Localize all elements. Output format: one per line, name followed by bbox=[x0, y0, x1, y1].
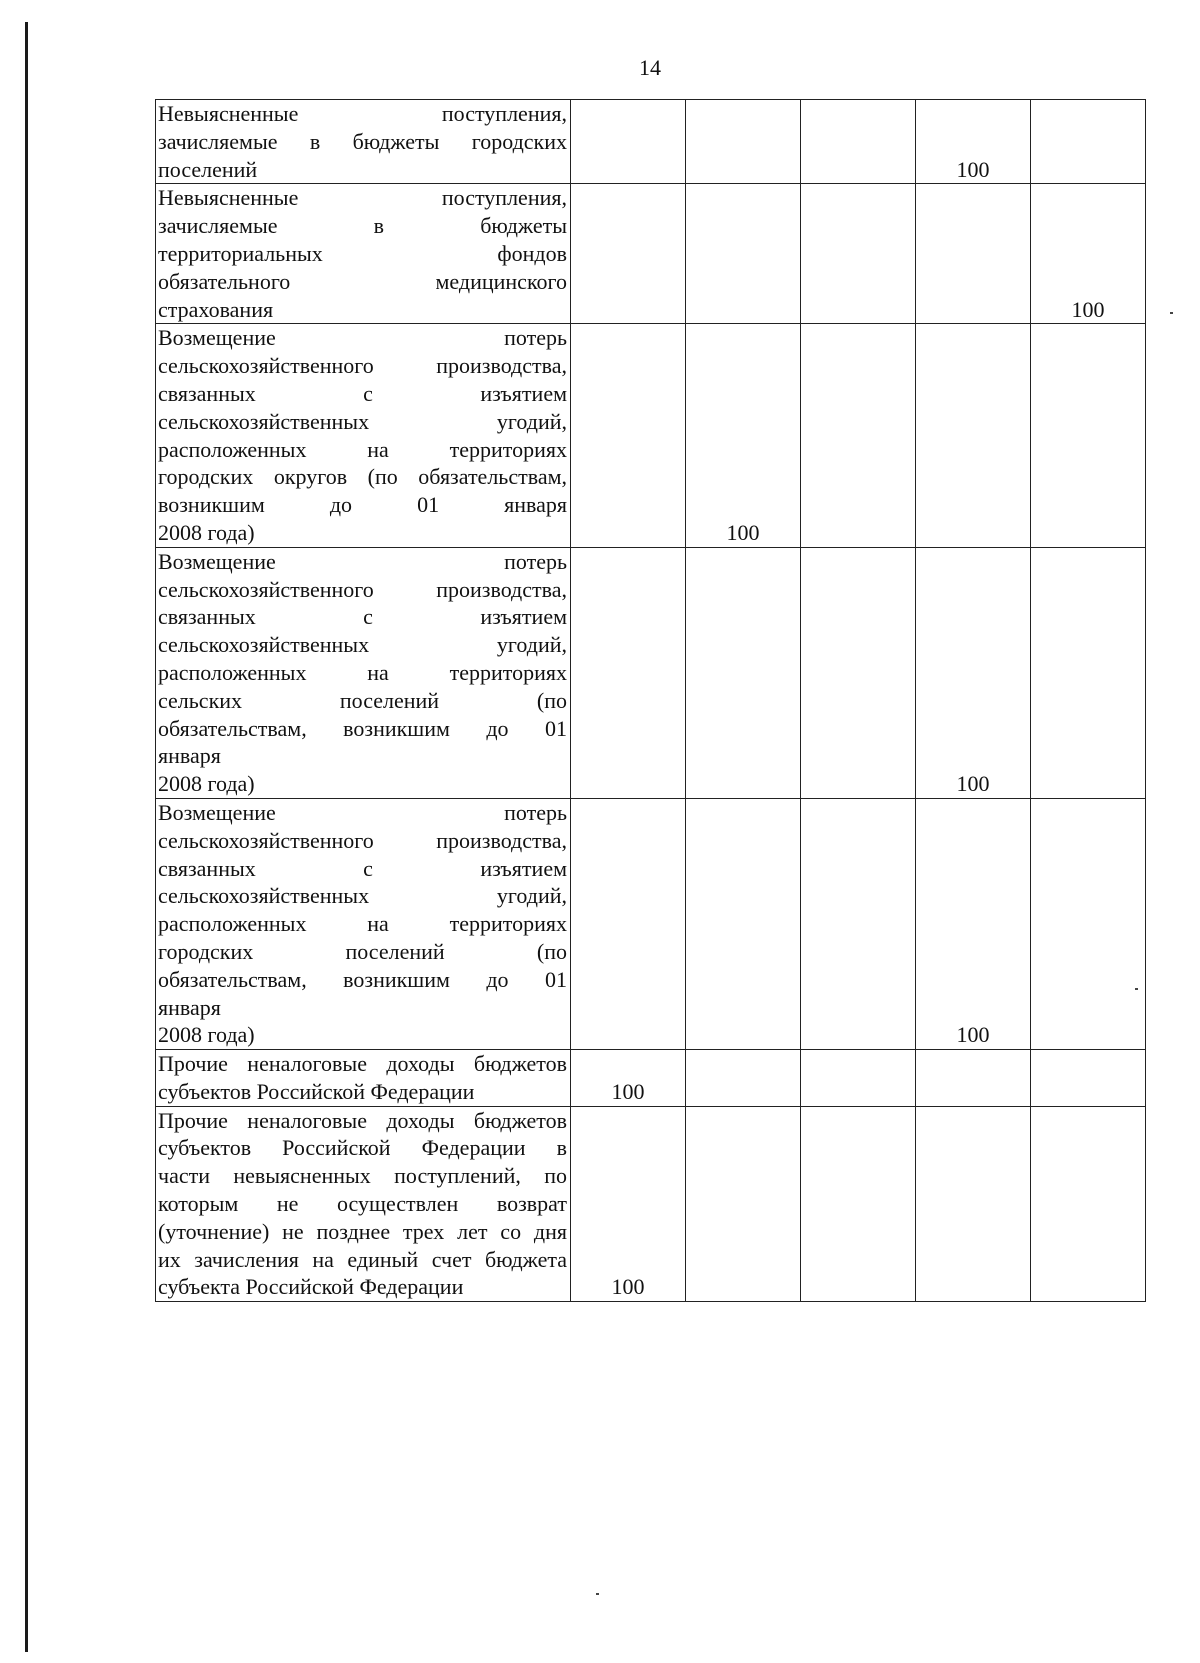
share-cell bbox=[686, 547, 801, 798]
table-row bbox=[156, 1050, 1146, 1107]
share-cell bbox=[686, 1050, 801, 1107]
description-line: городских поселений (по bbox=[158, 938, 567, 964]
description-line: зачисляемые в бюджеты городских bbox=[158, 128, 567, 154]
description-line: их зачисления на единый счет бюджета bbox=[158, 1246, 567, 1272]
share-cell: 100 bbox=[686, 324, 801, 547]
share-cell bbox=[1031, 798, 1146, 1049]
description-line: обязательного медицинского bbox=[158, 268, 567, 294]
description-line: сельскохозяйственного производства, bbox=[158, 827, 567, 853]
share-cell bbox=[801, 547, 916, 798]
share-cell: 100 bbox=[916, 100, 1031, 184]
description-line: городских округов (по обязательствам, bbox=[158, 464, 567, 490]
share-cell bbox=[801, 798, 916, 1049]
share-cell: 100 bbox=[916, 798, 1031, 1049]
share-cell bbox=[686, 798, 801, 1049]
description-line: 2008 года) bbox=[158, 519, 255, 545]
table-row bbox=[156, 100, 1146, 184]
share-cell bbox=[571, 184, 686, 324]
description-line: которым не осуществлен возврат bbox=[158, 1191, 567, 1217]
description-line: страхования bbox=[158, 296, 274, 322]
description-line: 2008 года) bbox=[158, 1022, 255, 1048]
description-line: части невыясненных поступлений, по bbox=[158, 1163, 567, 1189]
share-cell bbox=[916, 184, 1031, 324]
table-body bbox=[156, 100, 1146, 1302]
description-line: субъекта Российской Федерации bbox=[158, 1274, 464, 1300]
revenue-description bbox=[156, 184, 571, 324]
description-line: расположенных на территориях bbox=[158, 659, 567, 685]
description-line: сельских поселений (по bbox=[158, 687, 567, 713]
share-cell bbox=[801, 100, 916, 184]
scan-binding-edge bbox=[25, 22, 28, 1652]
share-cell bbox=[1031, 1106, 1146, 1302]
description-line: обязательствам, возникшим до 01 bbox=[158, 966, 567, 992]
share-cell bbox=[686, 1106, 801, 1302]
share-cell bbox=[571, 324, 686, 547]
description-line: расположенных на территориях bbox=[158, 436, 567, 462]
share-cell bbox=[571, 547, 686, 798]
description-line: субъектов Российской Федерации bbox=[158, 1078, 475, 1104]
description-line: связанных с изъятием bbox=[158, 855, 567, 881]
description-line: 2008 года) bbox=[158, 771, 255, 797]
share-cell bbox=[916, 1050, 1031, 1107]
description-line: Прочие неналоговые доходы бюджетов bbox=[158, 1107, 567, 1133]
share-cell: 100 bbox=[571, 1106, 686, 1302]
description-line: территориальных фондов bbox=[158, 240, 567, 266]
description-line: (уточнение) не позднее трех лет со дня bbox=[158, 1218, 567, 1244]
share-cell bbox=[686, 100, 801, 184]
description-line: сельскохозяйственного производства, bbox=[158, 353, 567, 379]
table-row bbox=[156, 547, 1146, 798]
description-line: января bbox=[158, 994, 221, 1020]
share-cell bbox=[571, 100, 686, 184]
revenue-description bbox=[156, 1050, 571, 1107]
share-cell bbox=[1031, 324, 1146, 547]
share-cell: 100 bbox=[916, 547, 1031, 798]
revenue-allocation-table bbox=[155, 99, 1146, 1302]
share-cell bbox=[1031, 547, 1146, 798]
share-cell bbox=[1031, 100, 1146, 184]
description-line: Возмещение потерь bbox=[158, 799, 567, 825]
scan-speck bbox=[596, 1593, 599, 1595]
description-line: Невыясненные поступления, bbox=[158, 185, 567, 211]
description-line: расположенных на территориях bbox=[158, 911, 567, 937]
revenue-description bbox=[156, 798, 571, 1049]
description-line: поселений bbox=[158, 156, 258, 182]
revenue-description bbox=[156, 1106, 571, 1302]
description-line: обязательствам, возникшим до 01 bbox=[158, 715, 567, 741]
share-cell bbox=[1031, 1050, 1146, 1107]
description-line: зачисляемые в бюджеты bbox=[158, 213, 567, 239]
description-line: связанных с изъятием bbox=[158, 380, 567, 406]
share-cell bbox=[801, 1106, 916, 1302]
share-cell: 100 bbox=[1031, 184, 1146, 324]
share-cell bbox=[916, 324, 1031, 547]
table-row bbox=[156, 1106, 1146, 1302]
table-row bbox=[156, 798, 1146, 1049]
revenue-description bbox=[156, 547, 571, 798]
share-cell bbox=[686, 184, 801, 324]
revenue-description bbox=[156, 324, 571, 547]
description-line: субъектов Российской Федерации в bbox=[158, 1135, 567, 1161]
share-cell bbox=[916, 1106, 1031, 1302]
description-line: возникшим до 01 января bbox=[158, 492, 567, 518]
revenue-description bbox=[156, 100, 571, 184]
scan-speck bbox=[1135, 988, 1138, 990]
description-line: Невыясненные поступления, bbox=[158, 101, 567, 126]
page-number: 14 bbox=[639, 55, 661, 80]
scan-speck bbox=[1170, 312, 1173, 314]
description-line: связанных с изъятием bbox=[158, 604, 567, 630]
description-line: января bbox=[158, 743, 221, 769]
description-line: Прочие неналоговые доходы бюджетов bbox=[158, 1051, 567, 1077]
description-line: сельскохозяйственных угодий, bbox=[158, 632, 567, 658]
description-line: сельскохозяйственного производства, bbox=[158, 576, 567, 602]
table-row bbox=[156, 324, 1146, 547]
description-line: сельскохозяйственных угодий, bbox=[158, 883, 567, 909]
share-cell: 100 bbox=[571, 1050, 686, 1107]
share-cell bbox=[571, 798, 686, 1049]
description-line: сельскохозяйственных угодий, bbox=[158, 408, 567, 434]
table-row bbox=[156, 184, 1146, 324]
description-line: Возмещение потерь bbox=[158, 548, 567, 574]
description-line: Возмещение потерь bbox=[158, 325, 567, 351]
share-cell bbox=[801, 1050, 916, 1107]
share-cell bbox=[801, 184, 916, 324]
share-cell bbox=[801, 324, 916, 547]
